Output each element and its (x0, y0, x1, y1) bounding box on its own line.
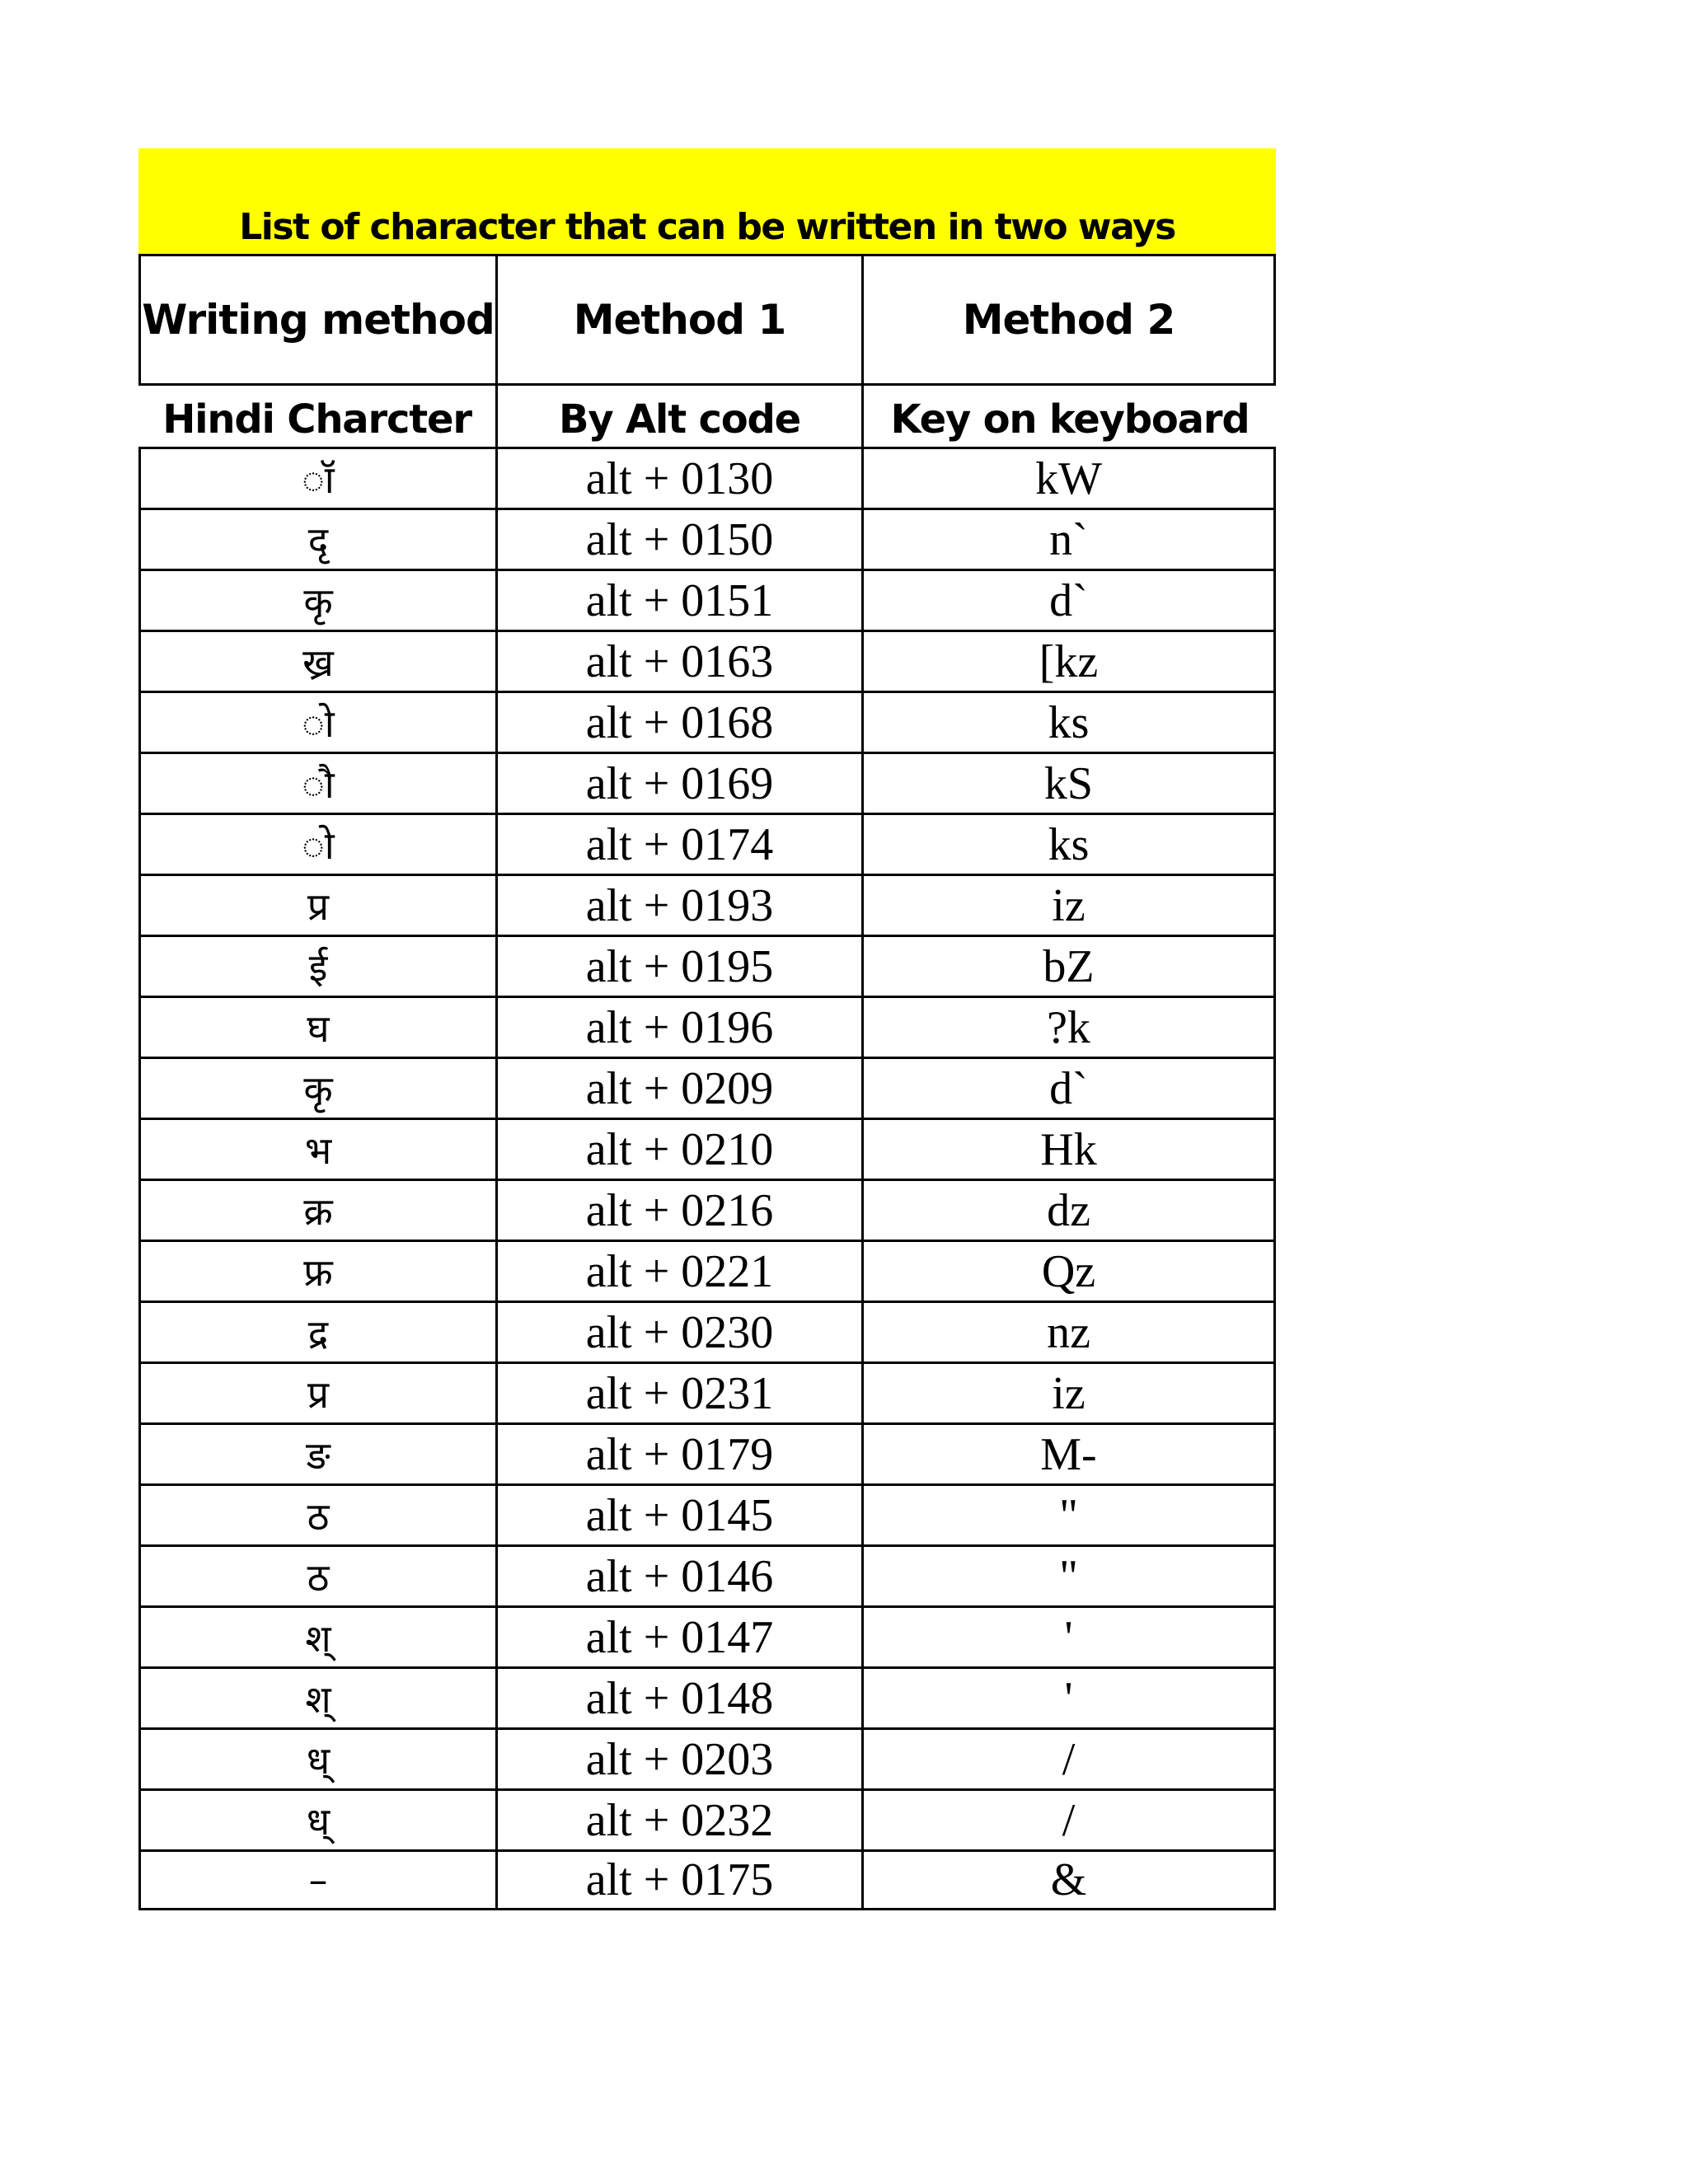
keyboard-key-cell: bZ (864, 935, 1276, 996)
alt-code-cell: alt + 0147 (498, 1605, 864, 1666)
keyboard-key-cell: iz (864, 874, 1276, 935)
header-method-1: Method 1 (498, 254, 864, 386)
hindi-character-cell: ॉ (138, 447, 498, 508)
table-row (138, 1422, 1276, 1483)
hindi-character-cell: फ्र (138, 1240, 498, 1301)
table-body (138, 447, 1276, 1910)
alt-code-cell: alt + 0179 (498, 1422, 864, 1483)
table-row (138, 1057, 1276, 1118)
keyboard-key-cell: & (864, 1849, 1276, 1910)
spreadsheet-sheet (138, 148, 1276, 1910)
header-keyboard-key: Key on keyboard (890, 396, 1250, 443)
alt-code-cell: alt + 0209 (498, 1057, 864, 1118)
table-row (138, 1118, 1276, 1179)
keyboard-key-cell: nz (864, 1301, 1276, 1361)
table-row (138, 1301, 1276, 1361)
table-row (138, 630, 1276, 691)
hindi-character-cell: प्र (138, 874, 498, 935)
hindi-character-cell: श् (138, 1666, 498, 1727)
keyboard-key-cell: kW (864, 447, 1276, 508)
header-row-secondary (138, 386, 1276, 447)
keyboard-key-cell: dz (864, 1179, 1276, 1240)
hindi-character-cell: क्र (138, 1179, 498, 1240)
table-row (138, 1179, 1276, 1240)
keyboard-key-cell: M- (864, 1422, 1276, 1483)
header-hindi-character: Hindi Charcter (138, 386, 498, 447)
alt-code-cell: alt + 0231 (498, 1361, 864, 1422)
table-row (138, 447, 1276, 508)
header-method-2: Method 2 (864, 254, 1276, 386)
hindi-character-cell: ई (138, 935, 498, 996)
table-row (138, 874, 1276, 935)
table-title: List of character that can be written in two ways (239, 206, 1175, 248)
alt-code-cell: alt + 0210 (498, 1118, 864, 1179)
table-row (138, 752, 1276, 813)
alt-code-cell: alt + 0150 (498, 508, 864, 569)
alt-code-cell: alt + 0148 (498, 1666, 864, 1727)
alt-code-cell: alt + 0221 (498, 1240, 864, 1301)
hindi-character-cell: ठ (138, 1483, 498, 1544)
keyboard-key-cell: Hk (864, 1118, 1276, 1179)
alt-code-cell: alt + 0216 (498, 1179, 864, 1240)
alt-code-cell: alt + 0203 (498, 1727, 864, 1788)
keyboard-key-cell: ks (864, 691, 1276, 752)
table-row (138, 1544, 1276, 1605)
keyboard-key-cell: d` (864, 1057, 1276, 1118)
header-alt-code: By Alt code (498, 386, 864, 447)
table-row (138, 508, 1276, 569)
keyboard-key-cell: n` (864, 508, 1276, 569)
table-row (138, 1666, 1276, 1727)
keyboard-key-cell: " (864, 1483, 1276, 1544)
hindi-character-cell: ध् (138, 1788, 498, 1849)
keyboard-key-cell: / (864, 1727, 1276, 1788)
table-row (138, 691, 1276, 752)
keyboard-key-cell: ' (864, 1605, 1276, 1666)
table-row (138, 813, 1276, 874)
table-row (138, 1788, 1276, 1849)
hindi-character-cell: ो (138, 813, 498, 874)
keyboard-key-cell: / (864, 1788, 1276, 1849)
hindi-character-cell: ौ (138, 752, 498, 813)
hindi-character-cell: ख्र (138, 630, 498, 691)
alt-code-cell: alt + 0168 (498, 691, 864, 752)
hindi-character-cell: कृ (138, 1057, 498, 1118)
alt-code-cell: alt + 0232 (498, 1788, 864, 1849)
table-row (138, 569, 1276, 630)
alt-code-cell: alt + 0230 (498, 1301, 864, 1361)
keyboard-key-cell: [kz (864, 630, 1276, 691)
alt-code-cell: alt + 0174 (498, 813, 864, 874)
keyboard-key-cell: kS (864, 752, 1276, 813)
table-row (138, 1727, 1276, 1788)
alt-code-cell: alt + 0175 (498, 1849, 864, 1910)
alt-code-cell: alt + 0130 (498, 447, 864, 508)
hindi-character-cell: श् (138, 1605, 498, 1666)
keyboard-key-cell: ks (864, 813, 1276, 874)
hindi-character-cell: प्र (138, 1361, 498, 1422)
title-banner (138, 148, 1276, 254)
table-row (138, 1849, 1276, 1910)
hindi-character-cell: ठ (138, 1544, 498, 1605)
keyboard-key-cell: iz (864, 1361, 1276, 1422)
keyboard-key-cell: d` (864, 569, 1276, 630)
keyboard-key-cell: " (864, 1544, 1276, 1605)
header-writing-method: Writing method (138, 254, 498, 386)
table-row (138, 996, 1276, 1057)
alt-code-cell: alt + 0196 (498, 996, 864, 1057)
table-row (138, 1605, 1276, 1666)
keyboard-key-cell: ' (864, 1666, 1276, 1727)
alt-code-cell: alt + 0145 (498, 1483, 864, 1544)
table-row (138, 1361, 1276, 1422)
keyboard-key-cell: Qz (864, 1240, 1276, 1301)
table-row (138, 935, 1276, 996)
hindi-character-cell: दृ (138, 508, 498, 569)
hindi-character-cell: घ (138, 996, 498, 1057)
hindi-character-cell: ो (138, 691, 498, 752)
alt-code-cell: alt + 0193 (498, 874, 864, 935)
header-row-primary (138, 254, 1276, 386)
alt-code-cell: alt + 0163 (498, 630, 864, 691)
hindi-character-cell: द्र (138, 1301, 498, 1361)
table-row (138, 1240, 1276, 1301)
keyboard-key-cell: ?k (864, 996, 1276, 1057)
alt-code-cell: alt + 0195 (498, 935, 864, 996)
hindi-character-cell: ङ (138, 1422, 498, 1483)
hindi-character-cell: – (138, 1849, 498, 1910)
hindi-character-cell: कृ (138, 569, 498, 630)
hindi-character-cell: भ (138, 1118, 498, 1179)
alt-code-cell: alt + 0169 (498, 752, 864, 813)
table-row (138, 1483, 1276, 1544)
hindi-character-cell: ध् (138, 1727, 498, 1788)
alt-code-cell: alt + 0151 (498, 569, 864, 630)
alt-code-cell: alt + 0146 (498, 1544, 864, 1605)
